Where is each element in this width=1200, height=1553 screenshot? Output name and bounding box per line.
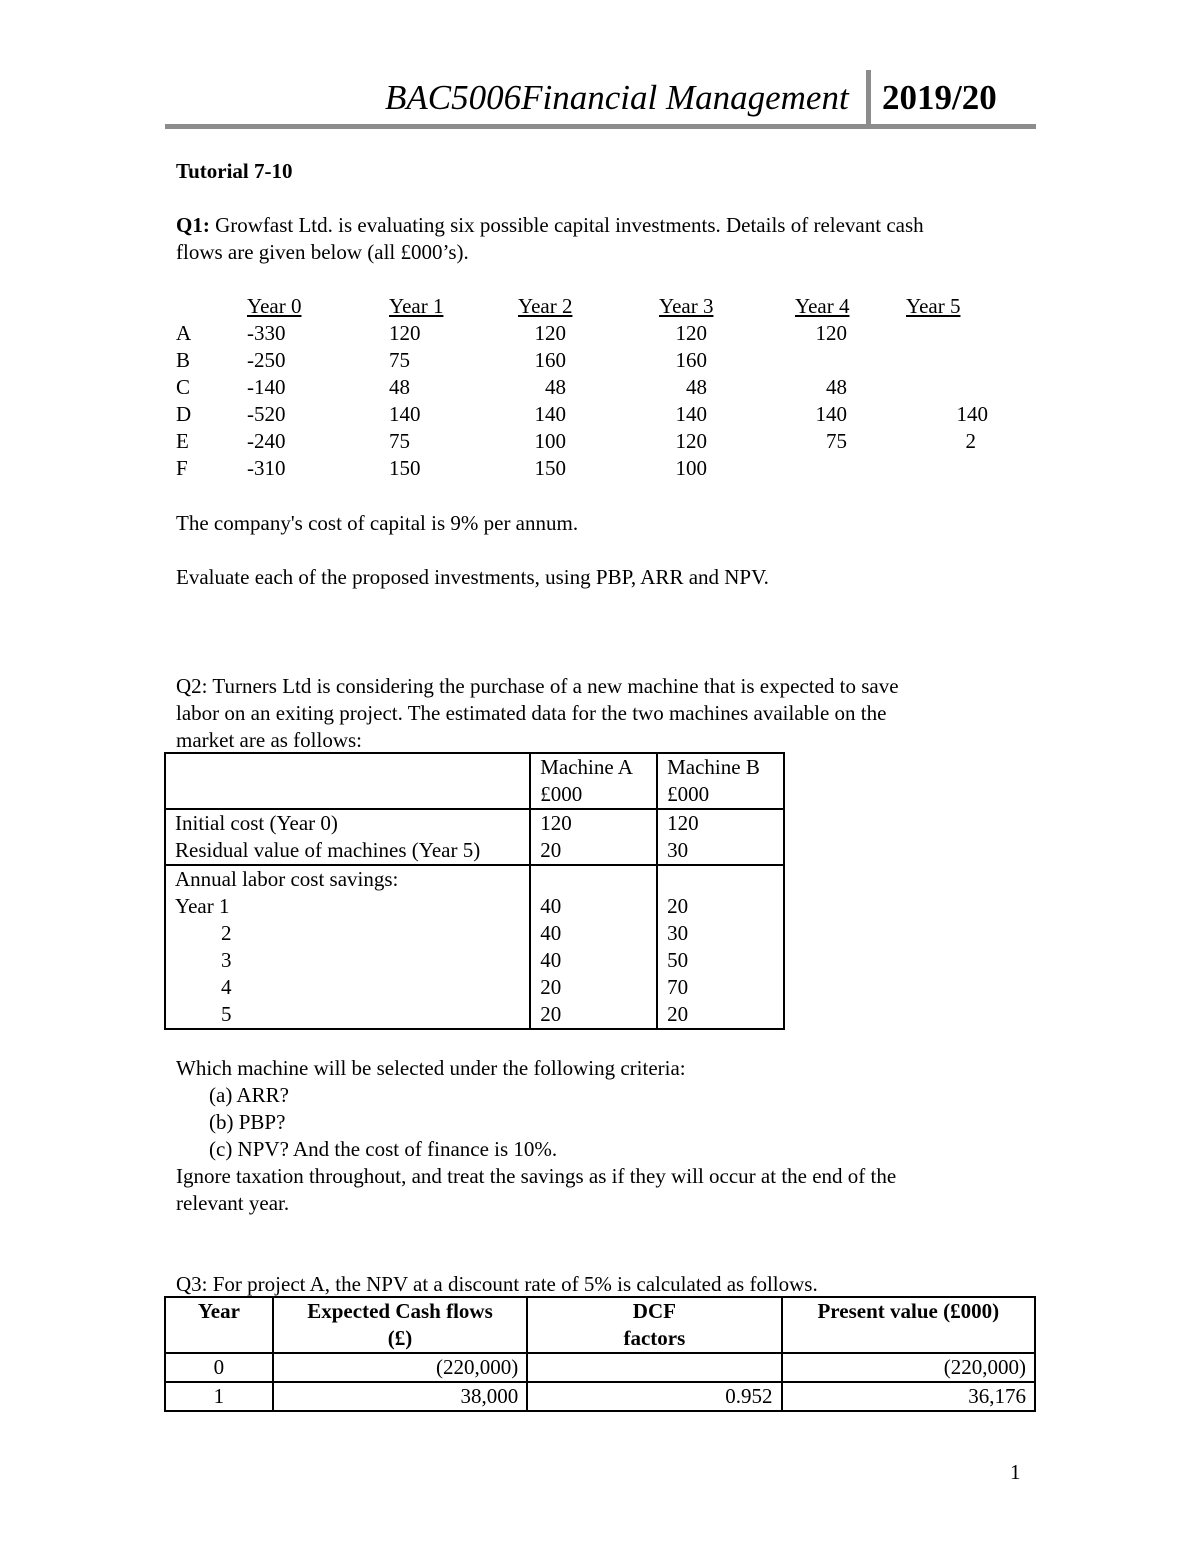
col-header-dcf: DCF factors (527, 1297, 781, 1353)
q1-row-label: A (176, 321, 192, 345)
q2-intro-line2: labor on an exiting project. The estimated data for the two machines available on the (176, 701, 887, 725)
q1-row-label: C (176, 375, 191, 399)
q1-cell: 120 (389, 321, 421, 345)
table-cell: 38,000 (273, 1382, 527, 1411)
q1-cell: 140 (389, 402, 421, 426)
document-header-year: 2019/20 (882, 78, 997, 117)
table-cell: 120 30 (657, 809, 784, 865)
page-number: 1 (1010, 1460, 1021, 1484)
q1-intro-line1: Q1: Growfast Ltd. is evaluating six possible capital investments. Details of relevant cash (176, 213, 924, 237)
tutorial-title: Tutorial 7-10 (176, 159, 293, 183)
q1-col-header: Year 2 (518, 294, 573, 318)
table-cell (165, 809, 530, 865)
q2-intro-line3: market are as follows: (176, 728, 363, 752)
table-cell: 0.952 (527, 1382, 781, 1411)
q1-row-label: D (176, 402, 192, 426)
table-cell: 36,176 (782, 1382, 1035, 1411)
q1-cell: 75 (826, 429, 847, 453)
q1-col-header: Year 4 (795, 294, 850, 318)
q2-intro-line1: Q2: Turners Ltd is considering the purchase of a new machine that is expected to save (176, 674, 899, 698)
table-row (165, 865, 784, 1029)
table-cell (530, 753, 657, 809)
q1-cell: 120 (675, 429, 707, 453)
q1-cell: 2 (965, 429, 976, 453)
col-header-year: Year (165, 1297, 273, 1353)
table-cell (165, 753, 530, 809)
table-cell: 120 20 (530, 809, 657, 865)
initial-cost-label: Initial cost (Year 0) (175, 811, 338, 835)
q1-cell: 150 (534, 456, 566, 480)
q1-col-header: Year 0 (247, 294, 302, 318)
q1-cell: 160 (675, 348, 707, 372)
q1-col-header: Year 1 (389, 294, 444, 318)
table-cell: (220,000) (273, 1353, 527, 1382)
q1-cell: 140 (675, 402, 707, 426)
table-row (165, 753, 784, 809)
table-cell (527, 1353, 781, 1382)
q1-cell: -250 (247, 348, 286, 372)
q1-cell: 120 (675, 321, 707, 345)
q2-note-line1: Ignore taxation throughout, and treat the savings as if they will occur at the end of the (176, 1164, 897, 1188)
table-header-row (165, 1297, 1035, 1353)
q1-cell: 120 (815, 321, 847, 345)
q1-cell: 75 (389, 429, 410, 453)
q1-col-header: Year 3 (659, 294, 714, 318)
q3-intro: Q3: For project A, the NPV at a discount rate of 5% is calculated as follows. (176, 1272, 818, 1296)
q1-cell: -240 (247, 429, 286, 453)
machine-b-header: Machine B (667, 755, 760, 779)
q1-row-label: E (176, 429, 189, 453)
q2-machine-table (164, 752, 785, 1030)
document-header-title: BAC5006Financial Management (385, 78, 849, 117)
q1-cell: 48 (389, 375, 410, 399)
q2-question: Which machine will be selected under the following criteria: (176, 1056, 686, 1080)
table-cell: 0 (165, 1353, 273, 1382)
q1-cost-of-capital: The company's cost of capital is 9% per annum. (176, 511, 579, 535)
q1-cell: 75 (389, 348, 410, 372)
q1-cell: 100 (675, 456, 707, 480)
q1-intro-line2: flows are given below (all £000’s). (176, 240, 469, 264)
q1-col-header: Year 5 (906, 294, 961, 318)
q1-cell: 160 (534, 348, 566, 372)
q1-cell: -330 (247, 321, 286, 345)
q2-criterion: (b) PBP? (209, 1110, 286, 1134)
q1-cell: -140 (247, 375, 286, 399)
table-row (165, 809, 784, 865)
q1-cell: -310 (247, 456, 286, 480)
table-cell: 20 30 50 70 20 (657, 865, 784, 1029)
savings-label: Annual labor cost savings: (175, 867, 399, 891)
q1-cell: 48 (545, 375, 566, 399)
q1-cell: 120 (534, 321, 566, 345)
q1-cell: 140 (815, 402, 847, 426)
table-cell: 1 (165, 1382, 273, 1411)
table-row (165, 1353, 1035, 1382)
q1-cell: -520 (247, 402, 286, 426)
q1-cell: 140 (534, 402, 566, 426)
col-header-present-value: Present value (£000) (782, 1297, 1035, 1353)
unit-label: £000 (667, 782, 710, 806)
table-cell (657, 753, 784, 809)
q1-cell: 150 (389, 456, 421, 480)
q1-cell: 48 (686, 375, 707, 399)
table-cell: Annual labor cost savings: Year 1 2 3 4 5 (165, 865, 530, 1029)
col-header-cash-flows: Expected Cash flows (£) (273, 1297, 527, 1353)
q1-cell: 140 (956, 402, 988, 426)
header-separator (866, 70, 871, 128)
q2-criterion: (c) NPV? And the cost of finance is 10%. (209, 1137, 558, 1161)
table-row (165, 1382, 1035, 1411)
q1-cell: 100 (534, 429, 566, 453)
q1-task: Evaluate each of the proposed investments, using PBP, ARR and NPV. (176, 565, 769, 589)
q2-criterion: (a) ARR? (209, 1083, 289, 1107)
residual-value-label: Residual value of machines (Year 5) (175, 838, 481, 862)
q2-note-line2: relevant year. (176, 1191, 290, 1215)
machine-a-header: Machine A (540, 755, 633, 779)
table-cell: (220,000) (782, 1353, 1035, 1382)
table-cell: 40 40 40 20 20 (530, 865, 657, 1029)
q1-row-label: F (176, 456, 188, 480)
header-rule (165, 124, 1036, 129)
unit-label: £000 (540, 782, 583, 806)
q1-row-label: B (176, 348, 191, 372)
q1-label: Q1: (176, 213, 210, 237)
q3-npv-table (164, 1296, 1036, 1412)
q1-cell: 48 (826, 375, 847, 399)
